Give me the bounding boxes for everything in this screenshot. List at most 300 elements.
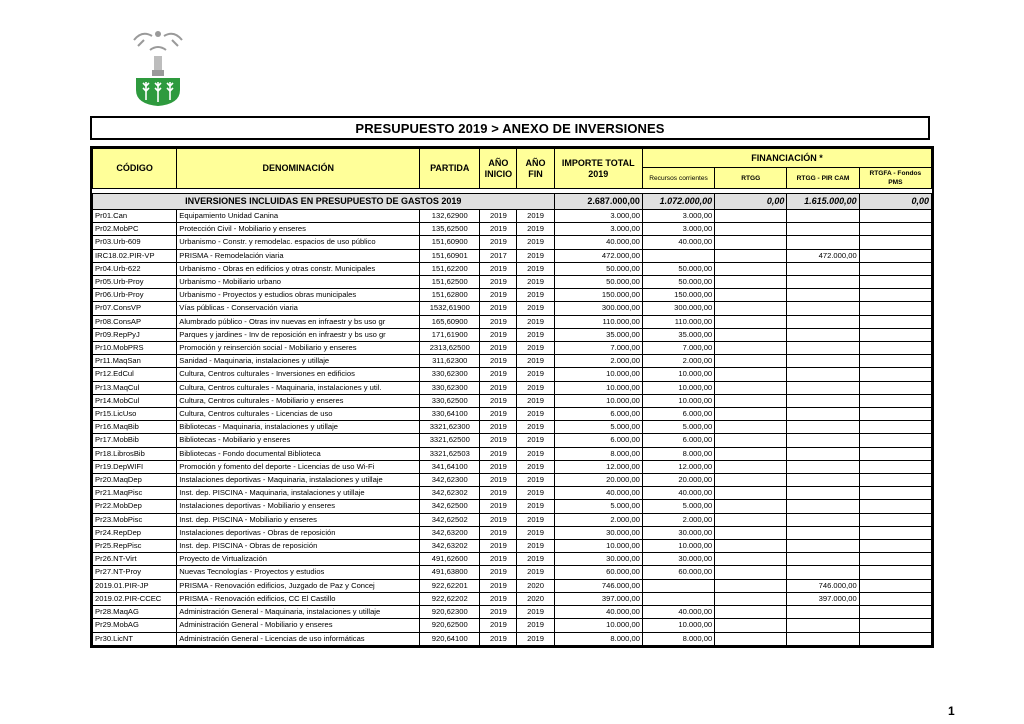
cell-rtgg	[715, 553, 787, 566]
cell-ano-inicio: 2019	[480, 447, 517, 460]
cell-ano-inicio: 2019	[480, 262, 517, 275]
table-row	[93, 487, 932, 500]
cell-denominacion: PRISMA - Remodelación viaria	[177, 249, 420, 262]
table-row	[93, 421, 932, 434]
cell-recursos: 5.000,00	[642, 421, 714, 434]
cell-importe-total: 30.000,00	[554, 553, 642, 566]
cell-ano-inicio: 2019	[480, 223, 517, 236]
cell-codigo: Pr05.Urb-Proy	[93, 276, 177, 289]
cell-recursos: 30.000,00	[642, 553, 714, 566]
cell-rtgg	[715, 262, 787, 275]
cell-rtgg-pir	[787, 328, 859, 341]
table-row	[93, 328, 932, 341]
cell-denominacion: Bibliotecas - Mobiliario y enseres	[177, 434, 420, 447]
cell-recursos: 50.000,00	[642, 276, 714, 289]
cell-rtgg-pir	[787, 460, 859, 473]
cell-denominacion: PRISMA - Renovación edificios, CC El Castillo	[177, 592, 420, 605]
cell-partida: 1532,61900	[420, 302, 480, 315]
cell-rtgg	[715, 606, 787, 619]
table-row	[93, 592, 932, 605]
cell-rtgg	[715, 500, 787, 513]
cell-ano-fin: 2019	[517, 276, 554, 289]
cell-rtgfa	[859, 487, 931, 500]
cell-ano-fin: 2019	[517, 500, 554, 513]
cell-denominacion: Promoción y fomento del deporte - Licencias de uso Wi-Fi	[177, 460, 420, 473]
cell-importe-total: 2.000,00	[554, 355, 642, 368]
cell-ano-fin: 2019	[517, 408, 554, 421]
header-ano-fin: AÑO FIN	[517, 149, 554, 189]
cell-ano-fin: 2019	[517, 249, 554, 262]
cell-denominacion: Instalaciones deportivas - Maquinaria, instalaciones y utillaje	[177, 474, 420, 487]
cell-ano-inicio: 2019	[480, 368, 517, 381]
cell-denominacion: Bibliotecas - Maquinaria, instalaciones y utillaje	[177, 421, 420, 434]
cell-rtgg-pir	[787, 632, 859, 645]
cell-ano-fin: 2019	[517, 513, 554, 526]
cell-rtgfa	[859, 421, 931, 434]
cell-importe-total: 2.000,00	[554, 513, 642, 526]
cell-denominacion: Administración General - Maquinaria, instalaciones y utillaje	[177, 606, 420, 619]
document-title-box	[90, 116, 930, 140]
cell-ano-fin: 2019	[517, 566, 554, 579]
header-rtgg: RTGG	[715, 168, 787, 189]
cell-recursos: 8.000,00	[642, 632, 714, 645]
cell-codigo: Pr27.NT-Proy	[93, 566, 177, 579]
cell-recursos: 40.000,00	[642, 606, 714, 619]
cell-recursos: 60.000,00	[642, 566, 714, 579]
cell-ano-inicio: 2019	[480, 421, 517, 434]
cell-importe-total: 40.000,00	[554, 236, 642, 249]
cell-denominacion: Inst. dep. PISCINA - Maquinaria, instalaciones y utillaje	[177, 487, 420, 500]
cell-recursos: 10.000,00	[642, 619, 714, 632]
cell-partida: 342,62502	[420, 513, 480, 526]
cell-denominacion: Parques y jardines - Inv de reposición en infraestr y bs uso gr	[177, 328, 420, 341]
cell-codigo: Pr22.MobDep	[93, 500, 177, 513]
cell-importe-total: 300.000,00	[554, 302, 642, 315]
cell-rtgfa	[859, 381, 931, 394]
cell-recursos: 110.000,00	[642, 315, 714, 328]
cell-importe-total: 10.000,00	[554, 394, 642, 407]
cell-rtgg	[715, 566, 787, 579]
cell-denominacion: Inst. dep. PISCINA - Mobiliario y enseres	[177, 513, 420, 526]
table-row	[93, 289, 932, 302]
cell-recursos: 10.000,00	[642, 394, 714, 407]
cell-ano-inicio: 2019	[480, 302, 517, 315]
cell-rtgfa	[859, 342, 931, 355]
cell-codigo: Pr14.MobCul	[93, 394, 177, 407]
cell-ano-inicio: 2019	[480, 619, 517, 632]
header-partida: PARTIDA	[420, 149, 480, 189]
cell-rtgg-pir	[787, 368, 859, 381]
cell-denominacion: Inst. dep. PISCINA - Obras de reposición	[177, 540, 420, 553]
cell-rtgg-pir	[787, 566, 859, 579]
cell-ano-inicio: 2017	[480, 249, 517, 262]
cell-rtgg	[715, 394, 787, 407]
cell-rtgg-pir	[787, 619, 859, 632]
cell-denominacion: Urbanismo - Proyectos y estudios obras municipales	[177, 289, 420, 302]
cell-ano-fin: 2019	[517, 460, 554, 473]
cell-ano-inicio: 2019	[480, 632, 517, 645]
cell-rtgfa	[859, 460, 931, 473]
cell-codigo: Pr11.MaqSan	[93, 355, 177, 368]
cell-codigo: Pr10.MobPRS	[93, 342, 177, 355]
cell-importe-total: 10.000,00	[554, 540, 642, 553]
cell-rtgfa	[859, 540, 931, 553]
cell-rtgfa	[859, 526, 931, 539]
cell-rtgg	[715, 421, 787, 434]
cell-recursos: 6.000,00	[642, 408, 714, 421]
cell-codigo: Pr01.Can	[93, 210, 177, 223]
cell-rtgg-pir	[787, 408, 859, 421]
cell-partida: 920,64100	[420, 632, 480, 645]
cell-ano-fin: 2019	[517, 487, 554, 500]
cell-ano-inicio: 2019	[480, 526, 517, 539]
cell-ano-fin: 2019	[517, 315, 554, 328]
table-row	[93, 302, 932, 315]
table-row	[93, 210, 932, 223]
cell-rtgfa	[859, 408, 931, 421]
cell-ano-inicio: 2019	[480, 540, 517, 553]
cell-importe-total: 40.000,00	[554, 606, 642, 619]
cell-rtgg	[715, 302, 787, 315]
cell-recursos: 10.000,00	[642, 381, 714, 394]
cell-denominacion: Promoción y reinserción social - Mobiliario y enseres	[177, 342, 420, 355]
cell-rtgg-pir	[787, 276, 859, 289]
cell-partida: 342,62500	[420, 500, 480, 513]
cell-importe-total: 50.000,00	[554, 262, 642, 275]
cell-importe-total: 5.000,00	[554, 500, 642, 513]
cell-rtgg-pir: 746.000,00	[787, 579, 859, 592]
cell-codigo: Pr07.ConsVP	[93, 302, 177, 315]
cell-rtgfa	[859, 210, 931, 223]
investments-table-wrapper	[90, 146, 934, 648]
cell-partida: 135,62500	[420, 223, 480, 236]
header-rtgg-pir-cam: RTGG - PIR CAM	[787, 168, 859, 189]
cell-ano-fin: 2019	[517, 289, 554, 302]
cell-codigo: Pr23.MobPisc	[93, 513, 177, 526]
cell-recursos	[642, 592, 714, 605]
cell-partida: 132,62900	[420, 210, 480, 223]
cell-rtgfa	[859, 500, 931, 513]
cell-importe-total: 10.000,00	[554, 619, 642, 632]
cell-ano-inicio: 2019	[480, 381, 517, 394]
cell-recursos: 150.000,00	[642, 289, 714, 302]
table-row	[93, 619, 932, 632]
cell-rtgfa	[859, 513, 931, 526]
cell-importe-total: 40.000,00	[554, 487, 642, 500]
cell-importe-total: 60.000,00	[554, 566, 642, 579]
cell-partida: 151,60900	[420, 236, 480, 249]
cell-rtgg	[715, 540, 787, 553]
cell-ano-fin: 2019	[517, 302, 554, 315]
cell-partida: 491,63800	[420, 566, 480, 579]
cell-rtgfa	[859, 289, 931, 302]
cell-denominacion: Instalaciones deportivas - Obras de reposición	[177, 526, 420, 539]
summary-rtgfa: 0,00	[859, 194, 931, 210]
cell-rtgg-pir	[787, 381, 859, 394]
table-row	[93, 632, 932, 645]
cell-ano-inicio: 2019	[480, 210, 517, 223]
cell-ano-fin: 2020	[517, 579, 554, 592]
cell-rtgfa	[859, 394, 931, 407]
cell-rtgg	[715, 249, 787, 262]
cell-rtgfa	[859, 368, 931, 381]
cell-ano-inicio: 2019	[480, 460, 517, 473]
cell-partida: 342,63202	[420, 540, 480, 553]
header-denominacion: DENOMINACIÓN	[177, 149, 420, 189]
cell-codigo: Pr30.LicNT	[93, 632, 177, 645]
cell-partida: 151,62200	[420, 262, 480, 275]
cell-partida: 151,60901	[420, 249, 480, 262]
cell-denominacion: Cultura, Centros culturales - Maquinaria, instalaciones y util.	[177, 381, 420, 394]
cell-ano-fin: 2019	[517, 540, 554, 553]
cell-rtgg-pir	[787, 540, 859, 553]
cell-ano-inicio: 2019	[480, 328, 517, 341]
cell-rtgg	[715, 619, 787, 632]
cell-rtgfa	[859, 315, 931, 328]
cell-denominacion: Sanidad - Maquinaria, instalaciones y utillaje	[177, 355, 420, 368]
cell-importe-total: 150.000,00	[554, 289, 642, 302]
cell-rtgfa	[859, 619, 931, 632]
municipal-logo	[128, 26, 188, 108]
cell-denominacion: Administración General - Mobiliario y enseres	[177, 619, 420, 632]
cell-rtgfa	[859, 236, 931, 249]
cell-ano-fin: 2019	[517, 447, 554, 460]
cell-rtgg-pir	[787, 500, 859, 513]
cell-ano-inicio: 2019	[480, 566, 517, 579]
cell-rtgg-pir	[787, 434, 859, 447]
cell-denominacion: Urbanismo - Constr. y remodelac. espacios de uso público	[177, 236, 420, 249]
cell-rtgg-pir	[787, 315, 859, 328]
table-row	[93, 460, 932, 473]
cell-ano-inicio: 2019	[480, 276, 517, 289]
cell-codigo: Pr28.MaqAG	[93, 606, 177, 619]
cell-denominacion: PRISMA - Renovación edificios, Juzgado de Paz y Concej	[177, 579, 420, 592]
cell-importe-total: 8.000,00	[554, 632, 642, 645]
cell-partida: 165,60900	[420, 315, 480, 328]
cell-codigo: Pr09.RepPyJ	[93, 328, 177, 341]
cell-codigo: Pr02.MobPC	[93, 223, 177, 236]
table-row	[93, 553, 932, 566]
cell-rtgg	[715, 487, 787, 500]
cell-rtgg	[715, 447, 787, 460]
table-row	[93, 276, 932, 289]
cell-ano-fin: 2020	[517, 592, 554, 605]
cell-denominacion: Alumbrado público - Otras inv nuevas en infraestr y bs uso gr	[177, 315, 420, 328]
cell-ano-inicio: 2019	[480, 500, 517, 513]
cell-importe-total: 20.000,00	[554, 474, 642, 487]
table-row	[93, 315, 932, 328]
cell-recursos	[642, 249, 714, 262]
header-rtgfa-fondos-pms: RTGFA - Fondos PMS	[859, 168, 931, 189]
cell-ano-fin: 2019	[517, 355, 554, 368]
cell-rtgfa	[859, 553, 931, 566]
header-financiacion: FINANCIACIÓN *	[642, 149, 931, 168]
cell-rtgg-pir	[787, 553, 859, 566]
cell-ano-fin: 2019	[517, 606, 554, 619]
cell-partida: 342,62300	[420, 474, 480, 487]
cell-partida: 2313,62500	[420, 342, 480, 355]
cell-ano-inicio: 2019	[480, 408, 517, 421]
cell-recursos: 40.000,00	[642, 487, 714, 500]
cell-rtgg-pir	[787, 526, 859, 539]
cell-rtgg	[715, 526, 787, 539]
cell-rtgg	[715, 460, 787, 473]
cell-ano-fin: 2019	[517, 210, 554, 223]
cell-recursos: 30.000,00	[642, 526, 714, 539]
cell-partida: 151,62800	[420, 289, 480, 302]
cell-importe-total: 7.000,00	[554, 342, 642, 355]
cell-codigo: Pr16.MaqBib	[93, 421, 177, 434]
cell-ano-inicio: 2019	[480, 592, 517, 605]
cell-rtgg	[715, 236, 787, 249]
cell-rtgg-pir	[787, 210, 859, 223]
cell-ano-inicio: 2019	[480, 355, 517, 368]
table-row	[93, 368, 932, 381]
cell-ano-inicio: 2019	[480, 289, 517, 302]
cell-rtgfa	[859, 474, 931, 487]
table-row	[93, 500, 932, 513]
cell-codigo: Pr19.DepWIFI	[93, 460, 177, 473]
cell-denominacion: Urbanismo - Mobiliario urbano	[177, 276, 420, 289]
cell-ano-inicio: 2019	[480, 315, 517, 328]
cell-rtgfa	[859, 606, 931, 619]
cell-rtgfa	[859, 302, 931, 315]
cell-partida: 342,62302	[420, 487, 480, 500]
cell-codigo: Pr13.MaqCul	[93, 381, 177, 394]
table-row	[93, 262, 932, 275]
table-row	[93, 434, 932, 447]
cell-rtgg-pir	[787, 421, 859, 434]
cell-partida: 330,62300	[420, 381, 480, 394]
table-row	[93, 579, 932, 592]
table-row	[93, 249, 932, 262]
cell-codigo: Pr03.Urb-609	[93, 236, 177, 249]
cell-rtgfa	[859, 223, 931, 236]
document-title: PRESUPUESTO 2019 > ANEXO DE INVERSIONES	[355, 120, 665, 136]
cell-ano-inicio: 2019	[480, 553, 517, 566]
cell-codigo: Pr15.LicUso	[93, 408, 177, 421]
cell-ano-fin: 2019	[517, 236, 554, 249]
cell-denominacion: Administración General - Licencias de uso informáticas	[177, 632, 420, 645]
cell-partida: 311,62300	[420, 355, 480, 368]
cell-ano-fin: 2019	[517, 632, 554, 645]
cell-ano-inicio: 2019	[480, 394, 517, 407]
table-row	[93, 513, 932, 526]
table-row	[93, 447, 932, 460]
cell-partida: 330,62300	[420, 368, 480, 381]
cell-recursos: 10.000,00	[642, 368, 714, 381]
cell-rtgg-pir	[787, 606, 859, 619]
cell-codigo: 2019.02.PIR-CCEC	[93, 592, 177, 605]
cell-rtgg-pir	[787, 474, 859, 487]
cell-rtgg	[715, 342, 787, 355]
summary-total: 2.687.000,00	[554, 194, 642, 210]
cell-ano-fin: 2019	[517, 619, 554, 632]
cell-denominacion: Cultura, Centros culturales - Inversiones en edificios	[177, 368, 420, 381]
cell-ano-fin: 2019	[517, 434, 554, 447]
cell-rtgg	[715, 223, 787, 236]
cell-rtgfa	[859, 276, 931, 289]
cell-rtgg-pir	[787, 487, 859, 500]
cell-rtgg-pir	[787, 302, 859, 315]
cell-recursos: 300.000,00	[642, 302, 714, 315]
header-codigo: CÓDIGO	[93, 149, 177, 189]
cell-ano-inicio: 2019	[480, 487, 517, 500]
cell-importe-total: 3.000,00	[554, 210, 642, 223]
cell-partida: 491,62600	[420, 553, 480, 566]
cell-codigo: Pr12.EdCul	[93, 368, 177, 381]
cell-rtgfa	[859, 434, 931, 447]
cell-importe-total: 8.000,00	[554, 447, 642, 460]
cell-ano-fin: 2019	[517, 368, 554, 381]
cell-rtgg	[715, 474, 787, 487]
cell-codigo: Pr06.Urb-Proy	[93, 289, 177, 302]
cell-codigo: Pr17.MobBib	[93, 434, 177, 447]
cell-codigo: Pr04.Urb-622	[93, 262, 177, 275]
cell-ano-inicio: 2019	[480, 513, 517, 526]
cell-partida: 3321,62300	[420, 421, 480, 434]
cell-rtgg-pir	[787, 223, 859, 236]
cell-rtgg-pir	[787, 262, 859, 275]
cell-ano-fin: 2019	[517, 553, 554, 566]
cell-recursos: 2.000,00	[642, 355, 714, 368]
cell-ano-fin: 2019	[517, 421, 554, 434]
cell-importe-total: 35.000,00	[554, 328, 642, 341]
cell-recursos: 12.000,00	[642, 460, 714, 473]
summary-label: INVERSIONES INCLUIDAS EN PRESUPUESTO DE GASTOS 2019	[93, 194, 555, 210]
cell-importe-total: 10.000,00	[554, 368, 642, 381]
table-row	[93, 355, 932, 368]
cell-importe-total: 3.000,00	[554, 223, 642, 236]
cell-rtgg	[715, 632, 787, 645]
cell-rtgg	[715, 289, 787, 302]
cell-ano-inicio: 2019	[480, 236, 517, 249]
cell-codigo: Pr24.RepDep	[93, 526, 177, 539]
cell-rtgg-pir	[787, 289, 859, 302]
cell-codigo: Pr08.ConsAP	[93, 315, 177, 328]
cell-ano-inicio: 2019	[480, 474, 517, 487]
cell-ano-inicio: 2019	[480, 342, 517, 355]
cell-importe-total: 6.000,00	[554, 408, 642, 421]
table-row	[93, 223, 932, 236]
cell-rtgg	[715, 434, 787, 447]
cell-rtgg	[715, 513, 787, 526]
cell-importe-total: 110.000,00	[554, 315, 642, 328]
cell-recursos: 2.000,00	[642, 513, 714, 526]
cell-recursos: 3.000,00	[642, 223, 714, 236]
cell-partida: 342,63200	[420, 526, 480, 539]
cell-ano-inicio: 2019	[480, 434, 517, 447]
cell-importe-total: 397.000,00	[554, 592, 642, 605]
cell-rtgg-pir: 397.000,00	[787, 592, 859, 605]
cell-codigo: Pr26.NT-Virt	[93, 553, 177, 566]
cell-partida: 922,62201	[420, 579, 480, 592]
summary-rtgg-pir: 1.615.000,00	[787, 194, 859, 210]
header-importe-total: IMPORTE TOTAL 2019	[554, 149, 642, 189]
cell-rtgg-pir	[787, 342, 859, 355]
cell-partida: 151,62500	[420, 276, 480, 289]
cell-rtgfa	[859, 447, 931, 460]
cell-rtgg	[715, 315, 787, 328]
cell-recursos: 40.000,00	[642, 236, 714, 249]
cell-rtgg	[715, 408, 787, 421]
cell-importe-total: 746.000,00	[554, 579, 642, 592]
cell-recursos: 20.000,00	[642, 474, 714, 487]
cell-rtgfa	[859, 579, 931, 592]
table-row	[93, 236, 932, 249]
cell-codigo: IRC18.02.PIR-VP	[93, 249, 177, 262]
cell-recursos: 35.000,00	[642, 328, 714, 341]
